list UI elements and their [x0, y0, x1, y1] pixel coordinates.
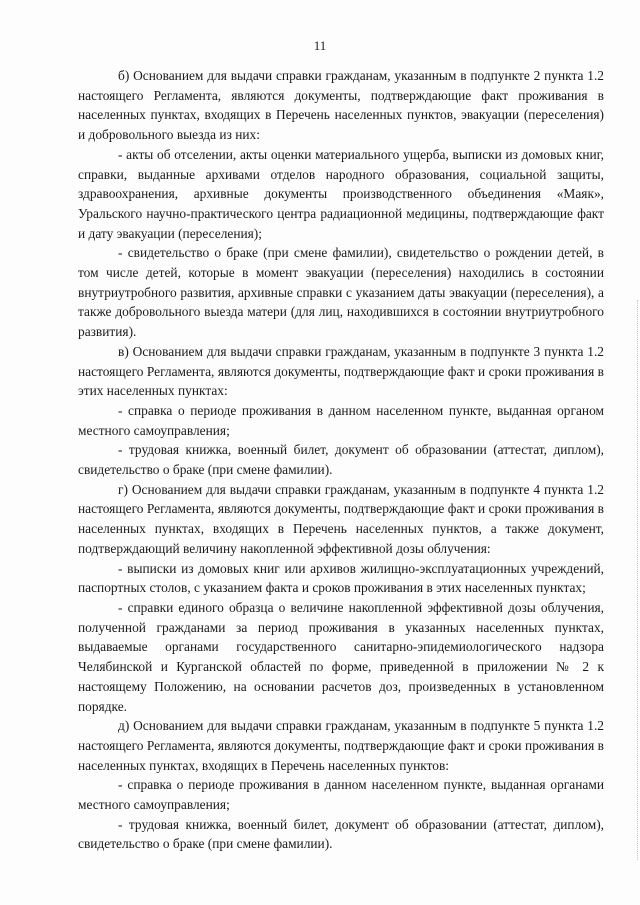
list-item: - акты об отселении, акты оценки материального ущерба, выписки из домовых книг, справки, выданные архивами отделов народного образования, социальной защиты, здравоохранения, архивные документы производственного объединения «Маяк», Уральского научно-практического центра радиационной медицины, подтверждающие факт и дату эвакуации (переселения);: [78, 146, 604, 241]
paragraph-d: д) Основанием для выдачи справки гражданам, указанным в подпункте 5 пункта 1.2 настоящего Регламента, являются документы, подтверждающие факт и сроки проживания в населенных пунктах, входящих в Перечень населенных пунктов:: [78, 718, 604, 773]
list-item: - справка о периоде проживания в данном населенном пункте, выданная органами местного самоуправления;: [78, 777, 604, 813]
paragraph-g: г) Основанием для выдачи справки гражданам, указанным в подпункте 4 пункта 1.2 настоящего Регламента, являются документы, подтверждающие факт и сроки проживания в населенных пунктах, входящих в Перечень населенных пунктов, а также документ, подтверждающий величину накопленной эффективной дозы облучения:: [78, 481, 604, 556]
page-number: 11: [313, 38, 327, 53]
list-item: - свидетельство о браке (при смене фамилии), свидетельство о рождении детей, в том числе детей, которые в момент эвакуации (переселения) находились в состоянии внутриутробного развития, архивные справки с указанием даты эвакуации (переселения), а также добровольного выезда матери (для лиц, находившихся в состоянии внутриутробного развития).: [78, 245, 604, 340]
paragraph-v: в) Основанием для выдачи справки гражданам, указанным в подпункте 3 пункта 1.2 настоящего Регламента, являются документы, подтверждающие факт и сроки проживания в этих населенных пунктах:: [78, 343, 604, 399]
document-body: [78, 66, 604, 854]
list-item: - справка о периоде проживания в данном населенном пункте, выданная органом местного самоуправления;: [78, 402, 604, 438]
list-item: - справки единого образца о величине накопленной эффективной дозы облучения, полученной гражданами за период проживания в указанных населенных пунктах, выдаваемые органами государственного санитарно-эпидемиологического надзора Челябинской и Курганской областей по форме, приведенной в приложении № 2 к настоящему Положению, на основании расчетов доз, произведенных в установленном порядке.: [78, 599, 604, 714]
scan-edge-divider: [636, 300, 638, 860]
list-item: - трудовая книжка, военный билет, документ об образовании (аттестат, диплом), свидетельство о браке (при смене фамилии).: [78, 816, 604, 852]
list-item: - трудовая книжка, военный билет, документ об образовании (аттестат, диплом), свидетельство о браке (при смене фамилии).: [78, 442, 604, 478]
list-item: - выписки из домовых книг или архивов жилищно-эксплуатационных учреждений, паспортных столов, с указанием факта и сроков проживания в этих населенных пунктах;: [78, 560, 604, 596]
paragraph-b: б) Основанием для выдачи справки гражданам, указанным в подпункте 2 пункта 1.2 настоящего Регламента, являются документы, подтверждающие факт проживания в населенных пунктах, входящих в Перечень населенных пунктов, эвакуации (переселения) и добровольного выезда из них:: [78, 68, 604, 143]
